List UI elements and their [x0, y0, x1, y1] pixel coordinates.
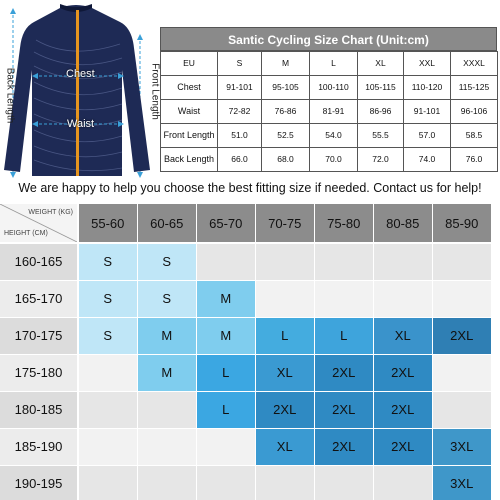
size-recommendation-cell: S [79, 281, 137, 317]
size-recommendation-cell: 2XL [315, 355, 373, 391]
size-chart-table [160, 27, 498, 172]
size-chart-row [161, 147, 498, 171]
empty-cell [197, 429, 255, 465]
waist-label: Waist [67, 118, 95, 130]
empty-cell [315, 244, 373, 280]
weight-header-cell: 70-75 [256, 204, 314, 242]
empty-cell [79, 466, 137, 500]
top-section [0, 0, 500, 178]
weight-header-cell: 80-85 [374, 204, 432, 242]
empty-cell [197, 244, 255, 280]
size-recommendation-cell: M [138, 355, 196, 391]
chest-label: Chest [66, 68, 95, 80]
empty-cell [256, 466, 314, 500]
height-axis-label: HEIGHT (CM) [4, 230, 48, 237]
size-recommendation-cell: M [138, 318, 196, 354]
size-cell: 95-105 [262, 75, 310, 99]
size-cell: 91-101 [404, 99, 451, 123]
size-col-header: XL [358, 51, 404, 75]
empty-cell [79, 392, 137, 428]
size-recommendation-cell: XL [256, 429, 314, 465]
weight-header-cell: 75-80 [315, 204, 373, 242]
height-row-label: 170-175 [0, 318, 77, 354]
size-cell: 74.0 [404, 147, 451, 171]
size-cell: 68.0 [262, 147, 310, 171]
size-recommendation-cell: M [197, 281, 255, 317]
empty-cell [315, 466, 373, 500]
empty-cell [433, 244, 491, 280]
height-row-label: 185-190 [0, 429, 77, 465]
size-cell: 96-106 [451, 99, 498, 123]
height-row-label: 165-170 [0, 281, 77, 317]
empty-cell [138, 429, 196, 465]
front-length-label: Front Length [149, 63, 161, 120]
size-recommendation-cell: 3XL [433, 429, 491, 465]
size-col-header: EU [161, 51, 218, 75]
empty-cell [374, 466, 432, 500]
size-chart-row [161, 123, 498, 147]
empty-cell [138, 466, 196, 500]
size-row-label: Back Length [161, 147, 218, 171]
empty-cell [79, 429, 137, 465]
size-recommendation-cell: S [79, 244, 137, 280]
empty-cell [374, 244, 432, 280]
size-col-header: S [218, 51, 262, 75]
size-cell: 100-110 [310, 75, 358, 99]
empty-cell [374, 281, 432, 317]
empty-cell [433, 392, 491, 428]
help-message: We are happy to help you choose the best fitting size if needed. Contact us for help! [18, 181, 482, 195]
fit-grid [0, 204, 500, 500]
weight-axis-label: WEIGHT (KG) [28, 209, 73, 216]
empty-cell [256, 244, 314, 280]
size-cell: 72.0 [358, 147, 404, 171]
size-recommendation-cell: 2XL [315, 429, 373, 465]
size-col-header: XXL [404, 51, 451, 75]
size-chart-row [161, 99, 498, 123]
size-col-header: XXXL [451, 51, 498, 75]
empty-cell [79, 355, 137, 391]
size-recommendation-cell: L [256, 318, 314, 354]
empty-cell [197, 466, 255, 500]
size-cell: 86-96 [358, 99, 404, 123]
size-recommendation-cell: 3XL [433, 466, 491, 500]
size-recommendation-cell: 2XL [256, 392, 314, 428]
size-cell: 58.5 [451, 123, 498, 147]
size-cell: 110-120 [404, 75, 451, 99]
size-col-header: M [262, 51, 310, 75]
weight-header-cell: 55-60 [79, 204, 137, 242]
size-row-label: Chest [161, 75, 218, 99]
size-cell: 66.0 [218, 147, 262, 171]
size-cell: 52.5 [262, 123, 310, 147]
height-row-label: 190-195 [0, 466, 77, 500]
size-recommendation-cell: L [197, 392, 255, 428]
size-chart-row [161, 75, 498, 99]
weight-header-cell: 65-70 [197, 204, 255, 242]
size-chart-header-row [161, 51, 498, 75]
size-col-header: L [310, 51, 358, 75]
back-length-label: Back Length [4, 67, 16, 124]
size-recommendation-cell: XL [256, 355, 314, 391]
size-cell: 57.0 [404, 123, 451, 147]
size-cell: 70.0 [310, 147, 358, 171]
height-row-label: 175-180 [0, 355, 77, 391]
size-cell: 91-101 [218, 75, 262, 99]
empty-cell [433, 281, 491, 317]
size-recommendation-cell: L [315, 318, 373, 354]
size-recommendation-cell: M [197, 318, 255, 354]
size-recommendation-cell: 2XL [315, 392, 373, 428]
size-recommendation-cell: S [138, 244, 196, 280]
size-row-label: Front Length [161, 123, 218, 147]
grid-corner [0, 204, 77, 242]
size-cell: 81-91 [310, 99, 358, 123]
height-row-label: 160-165 [0, 244, 77, 280]
weight-header-cell: 60-65 [138, 204, 196, 242]
size-recommendation-cell: 2XL [374, 392, 432, 428]
empty-cell [256, 281, 314, 317]
weight-header-cell: 85-90 [433, 204, 491, 242]
size-cell: 76.0 [451, 147, 498, 171]
size-cell: 51.0 [218, 123, 262, 147]
size-recommendation-cell: 2XL [374, 429, 432, 465]
size-cell: 55.5 [358, 123, 404, 147]
size-recommendation-cell: L [197, 355, 255, 391]
size-recommendation-cell: 2XL [433, 318, 491, 354]
size-recommendation-cell: XL [374, 318, 432, 354]
size-cell: 105-115 [358, 75, 404, 99]
size-recommendation-cell: S [79, 318, 137, 354]
size-cell: 76-86 [262, 99, 310, 123]
size-cell: 54.0 [310, 123, 358, 147]
size-chart-title: Santic Cycling Size Chart (Unit:cm) [160, 27, 497, 51]
size-cell: 72-82 [218, 99, 262, 123]
jersey-illustration [0, 0, 162, 178]
empty-cell [315, 281, 373, 317]
empty-cell [138, 392, 196, 428]
size-cell: 115-125 [451, 75, 498, 99]
height-row-label: 180-185 [0, 392, 77, 428]
jersey-image [0, 0, 162, 178]
size-row-label: Waist [161, 99, 218, 123]
size-recommendation-cell: 2XL [374, 355, 432, 391]
empty-cell [433, 355, 491, 391]
size-recommendation-cell: S [138, 281, 196, 317]
